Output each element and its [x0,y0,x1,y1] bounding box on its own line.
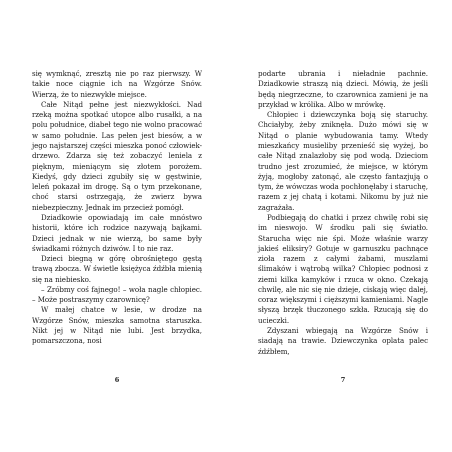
page-number: 6 [114,376,120,384]
paragraph: podarte ubrania i nieładnie pachnie. Dziadkowie straszą nią dzieci. Mówią, że jeśli będą niegrzeczne, to czarownica zamieni je na przykład w królika. Albo w mrówkę. [258,69,428,109]
left-page-text [32,69,202,347]
paragraph: Chłopiec i dziewczynka boją się staruchy. Chciałyby, żeby zniknęła. Dużo mówi się w Nitąd o planie wybudowania tamy. Wtedy mieszkańcy musieliby przenieść się wyżej, bo całe Nitąd znalazłoby się pod wodą. Dzieciom trudno jest zrozumieć, że miejsce, w którym żyją, mogłoby zatonąć, ale często fantazjują o tym, że wówczas woda pochłonęłaby i staruchę, razem z jej chatą i kotami. Nikomu by już nie zagrażała. [258,110,428,212]
paragraph: się wymknąć, zresztą nie po raz pierwszy. W takie noce ciągnie ich na Wzgórze Snów. Wierzą, że to niezwykłe miejsce. [32,69,202,99]
paragraph: Dzieci biegną w górę obrośniętego gęstą trawą zbocza. W świetle księżyca źdźbła mienią się na niebiesko. [32,254,202,284]
paragraph: Dziadkowie opowiadają im całe mnóstwo historii, które ich rodzice nazywają bajkami. Dzieci jednak w nie wierzą, bo same były świadkami różnych dziwów. I to nie raz. [32,212,202,253]
paragraph: – Zróbmy coś fajnego! – woła nagle chłopiec. – Może postraszymy czarownicę? [32,284,202,305]
paragraph: Podbiegają do chatki i przez chwilę robi się im nieswojo. W środku pali się światło. Starucha więc nie śpi. Może właśnie warzy jakieś eliksiry? Gotuje w garnuszku pachnące zioła razem z całymi żabami, muszlami ślimaków i wątrobą wilka? Chłopiec podnosi z ziemi kilka kamyków i rzuca w okno. Czekają chwilę, ale nic się nie dzieje, ciskają więc dalej, coraz większymi i cięższymi kamieniami. Nagle słyszą brzęk tłuczonego szkła. Rzucają się do ucieczki. [258,212,428,325]
paragraph: Całe Nitąd pełne jest niezwykłości. Nad rzeką można spotkać utopce albo rusałki, a na polu południce, diabeł tego nie wolno pracować w samo południe. Las pełen jest biesów, a w jego najstarszej części mieszka ponoć człowiek-drzewo. Zdarza się też zobaczyć leniela z pięknym, mieniącym się złotem porożem. Kiedyś, gdy dzieci zgubiły się w gęstwinie, leleń pokazał im drogę. Są o tym przekonane, choć starsi ostrzegają, że zwierz bywa niebezpieczny. Jednak im przecież pomógł. [32,99,202,212]
page-number: 7 [340,376,346,384]
paragraph: W małej chatce w lesie, w drodze na Wzgórze Snów, mieszka samotna staruszka. Nikt jej w Nitąd nie lubi. Jest brzydka, pomarszczona, nosi [32,305,202,346]
paragraph: Zdyszani wbiegają na Wzgórze Snów i siadają na trawie. Dziewczynka oplata palec źdźbłem, [258,326,428,356]
right-page-text [258,69,428,357]
right-page [226,0,452,452]
